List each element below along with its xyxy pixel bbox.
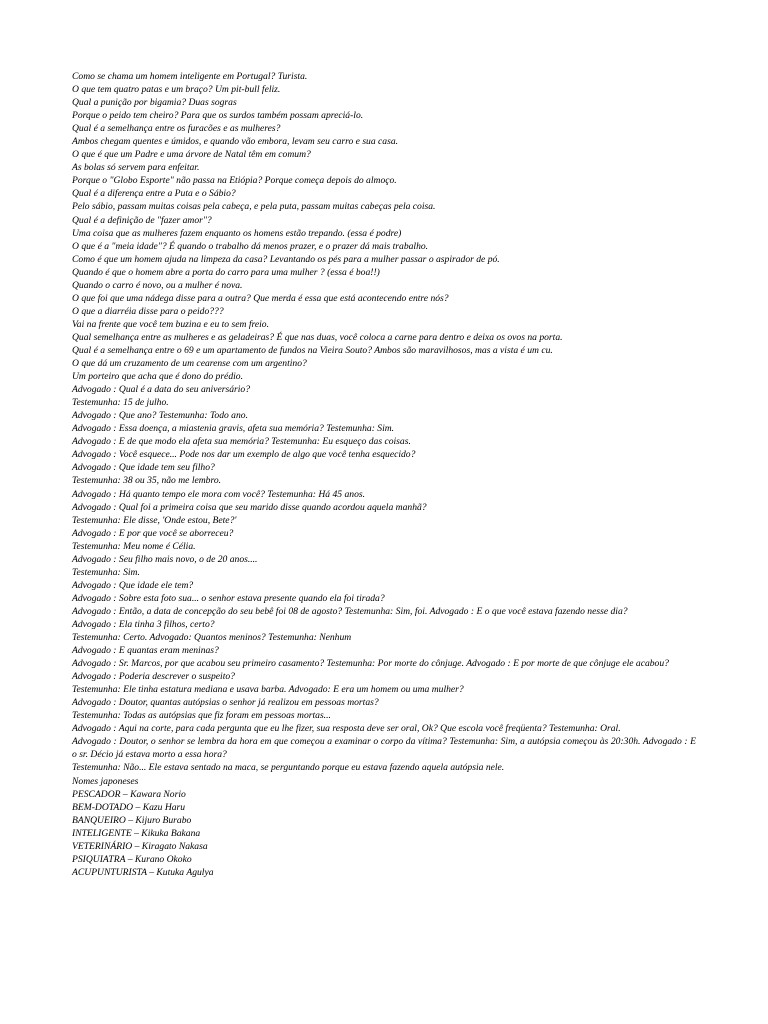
text-line: Qual a punição por bigamia? Duas sogras xyxy=(72,97,237,109)
text-line: Advogado : Sr. Marcos, por que acabou seu primeiro casamento? Testemunha: Por morte do cônjuge. Advogado : E por morte de que cônjuge ele acabou? xyxy=(72,658,669,670)
text-line: Testemunha: Todas as autópsias que fiz foram em pessoas mortas... xyxy=(72,710,331,722)
text-line: Porque o peido tem cheiro? Para que os surdos também possam apreciá-lo. xyxy=(72,110,364,122)
text-line: Qual semelhança entre as mulheres e as geladeiras? É que nas duas, você coloca a carne para dentro e deixa os ovos na porta. xyxy=(72,331,563,343)
text-line: Uma coisa que as mulheres fazem enquanto os homens estão trepando. (essa é podre) xyxy=(72,227,402,239)
section-heading: Nomes japoneses xyxy=(72,775,139,787)
text-line: Advogado : Você esquece... Pode nos dar um exemplo de algo que você tenha esquecido? xyxy=(72,449,416,461)
text-line: Advogado : Que idade ele tem? xyxy=(72,579,194,591)
text-line: Testemunha: 38 ou 35, não me lembro. xyxy=(72,475,222,487)
text-line: Advogado : Que ano? Testemunha: Todo ano. xyxy=(72,410,248,422)
text-line: Advogado : E por que você se aborreceu? xyxy=(72,527,234,539)
text-line: Advogado : Essa doença, a miastenia gravis, afeta sua memória? Testemunha: Sim. xyxy=(72,423,395,435)
name-list-item: ACUPUNTURISTA – Kutuka Agulya xyxy=(72,866,214,878)
name-list-item: PSIQUIATRA – Kurano Okoko xyxy=(72,853,192,865)
name-list-item: BANQUEIRO – Kijuro Burabo xyxy=(72,814,192,826)
text-line: Advogado : Sobre esta foto sua... o senhor estava presente quando ela foi tirada? xyxy=(72,592,385,604)
text-line: Um porteiro que acha que é dono do prédio. xyxy=(72,371,243,383)
text-line: Quando é que o homem abre a porta do carro para uma mulher ? (essa é boa!!) xyxy=(72,266,380,278)
text-line: Testemunha: Ele disse, 'Onde estou, Bete?' xyxy=(72,514,237,526)
text-line: Advogado : Qual é a data do seu aniversário? xyxy=(72,384,250,396)
name-list-item: PESCADOR – Kawara Norio xyxy=(72,788,186,800)
name-list-item: VETERINÁRIO – Kiragato Nakasa xyxy=(72,840,208,852)
name-list-item: BEM-DOTADO – Kazu Haru xyxy=(72,801,186,813)
text-line: Advogado : Doutor, o senhor se lembra da hora em que começou a examinar o corpo da vítima? Testemunha: Sim, a autópsia começou às 20:30h. Advogado : E o sr. Décio já estava morto a essa hora? xyxy=(72,736,696,761)
text-line: Pelo sábio, passam muitas coisas pela cabeça, e pela puta, passam muitas cabeças pela coisa. xyxy=(72,201,436,213)
text-line: Testemunha: Ele tinha estatura mediana e usava barba. Advogado: E era um homem ou uma mulher? xyxy=(72,684,464,696)
text-line: O que dá um cruzamento de um cearense com um argentino? xyxy=(72,358,307,370)
name-list-item: INTELIGENTE – Kikuka Bakana xyxy=(72,827,201,839)
text-line: Advogado : Ela tinha 3 filhos, certo? xyxy=(72,618,215,630)
text-line: O que é a "meia idade"? É quando o trabalho dá menos prazer, e o prazer dá mais trabalho. xyxy=(72,240,429,252)
text-line: Testemunha: 15 de julho. xyxy=(72,397,169,409)
text-line: Testemunha: Sim. xyxy=(72,566,140,578)
text-line: Como é que um homem ajuda na limpeza da casa? Levantando os pés para a mulher passar o aspirador de pó. xyxy=(72,253,500,265)
text-line: Advogado : Há quanto tempo ele mora com você? Testemunha: Há 45 anos. xyxy=(72,488,366,500)
text-line: Qual é a definição de "fazer amor"? xyxy=(72,214,212,226)
text-line: Vai na frente que você tem buzina e eu to sem freio. xyxy=(72,318,269,330)
text-line: Advogado : Aqui na corte, para cada pergunta que eu lhe fizer, sua resposta deve ser oral, Ok? Que escola você freqüenta? Testemunha: Oral. xyxy=(72,723,621,735)
text-line: Advogado : Seu filho mais novo, o de 20 anos.... xyxy=(72,553,258,565)
text-line: Testemunha: Meu nome é Célia. xyxy=(72,540,196,552)
text-line: Advogado : Então, a data de concepção do seu bebê foi 08 de agosto? Testemunha: Sim, foi. Advogado : E o que você estava fazendo nesse dia? xyxy=(72,605,628,617)
text-line: O que é que um Padre e uma árvore de Natal têm em comum? xyxy=(72,149,311,161)
text-line: Porque o "Globo Esporte" não passa na Etiópia? Porque começa depois do almoço. xyxy=(72,175,397,187)
text-line: Ambos chegam quentes e úmidos, e quando vão embora, levam seu carro e sua casa. xyxy=(72,136,399,148)
text-line: Qual é a semelhança entre o 69 e um apartamento de fundos na Vieira Souto? Ambos são maravilhosos, mas a vista é um cu. xyxy=(72,344,553,356)
text-line: Advogado : E quantas eram meninas? xyxy=(72,645,219,657)
document-body xyxy=(72,70,696,879)
text-line: O que tem quatro patas e um braço? Um pit-bull feliz. xyxy=(72,84,281,96)
text-line: Advogado : Qual foi a primeira coisa que seu marido disse quando acordou aquela manhã? xyxy=(72,501,427,513)
text-line: Advogado : Que idade tem seu filho? xyxy=(72,462,215,474)
text-line: Qual é a semelhança entre os furacões e as mulheres? xyxy=(72,123,281,135)
text-line: O que foi que uma nádega disse para a outra? Que merda é essa que está acontecendo entre nós? xyxy=(72,292,449,304)
text-line: Quando o carro é novo, ou a mulher é nova. xyxy=(72,279,243,291)
text-line: Advogado : E de que modo ela afeta sua memória? Testemunha: Eu esqueço das coisas. xyxy=(72,436,411,448)
text-line: Qual é a diferença entre a Puta e o Sábio? xyxy=(72,188,236,200)
text-line: Testemunha: Não... Ele estava sentado na maca, se perguntando porque eu estava fazendo aquela autópsia nele. xyxy=(72,762,505,774)
text-line: Advogado : Poderia descrever o suspeito? xyxy=(72,671,235,683)
text-line: Advogado : Doutor, quantas autópsias o senhor já realizou em pessoas mortas? xyxy=(72,697,379,709)
text-line: As bolas só servem para enfeitar. xyxy=(72,162,200,174)
text-line: Como se chama um homem inteligente em Portugal? Turista. xyxy=(72,71,308,82)
text-line: O que a diarréia disse para o peido??? xyxy=(72,305,224,317)
text-line: Testemunha: Certo. Advogado: Quantos meninos? Testemunha: Nenhum xyxy=(72,632,352,644)
